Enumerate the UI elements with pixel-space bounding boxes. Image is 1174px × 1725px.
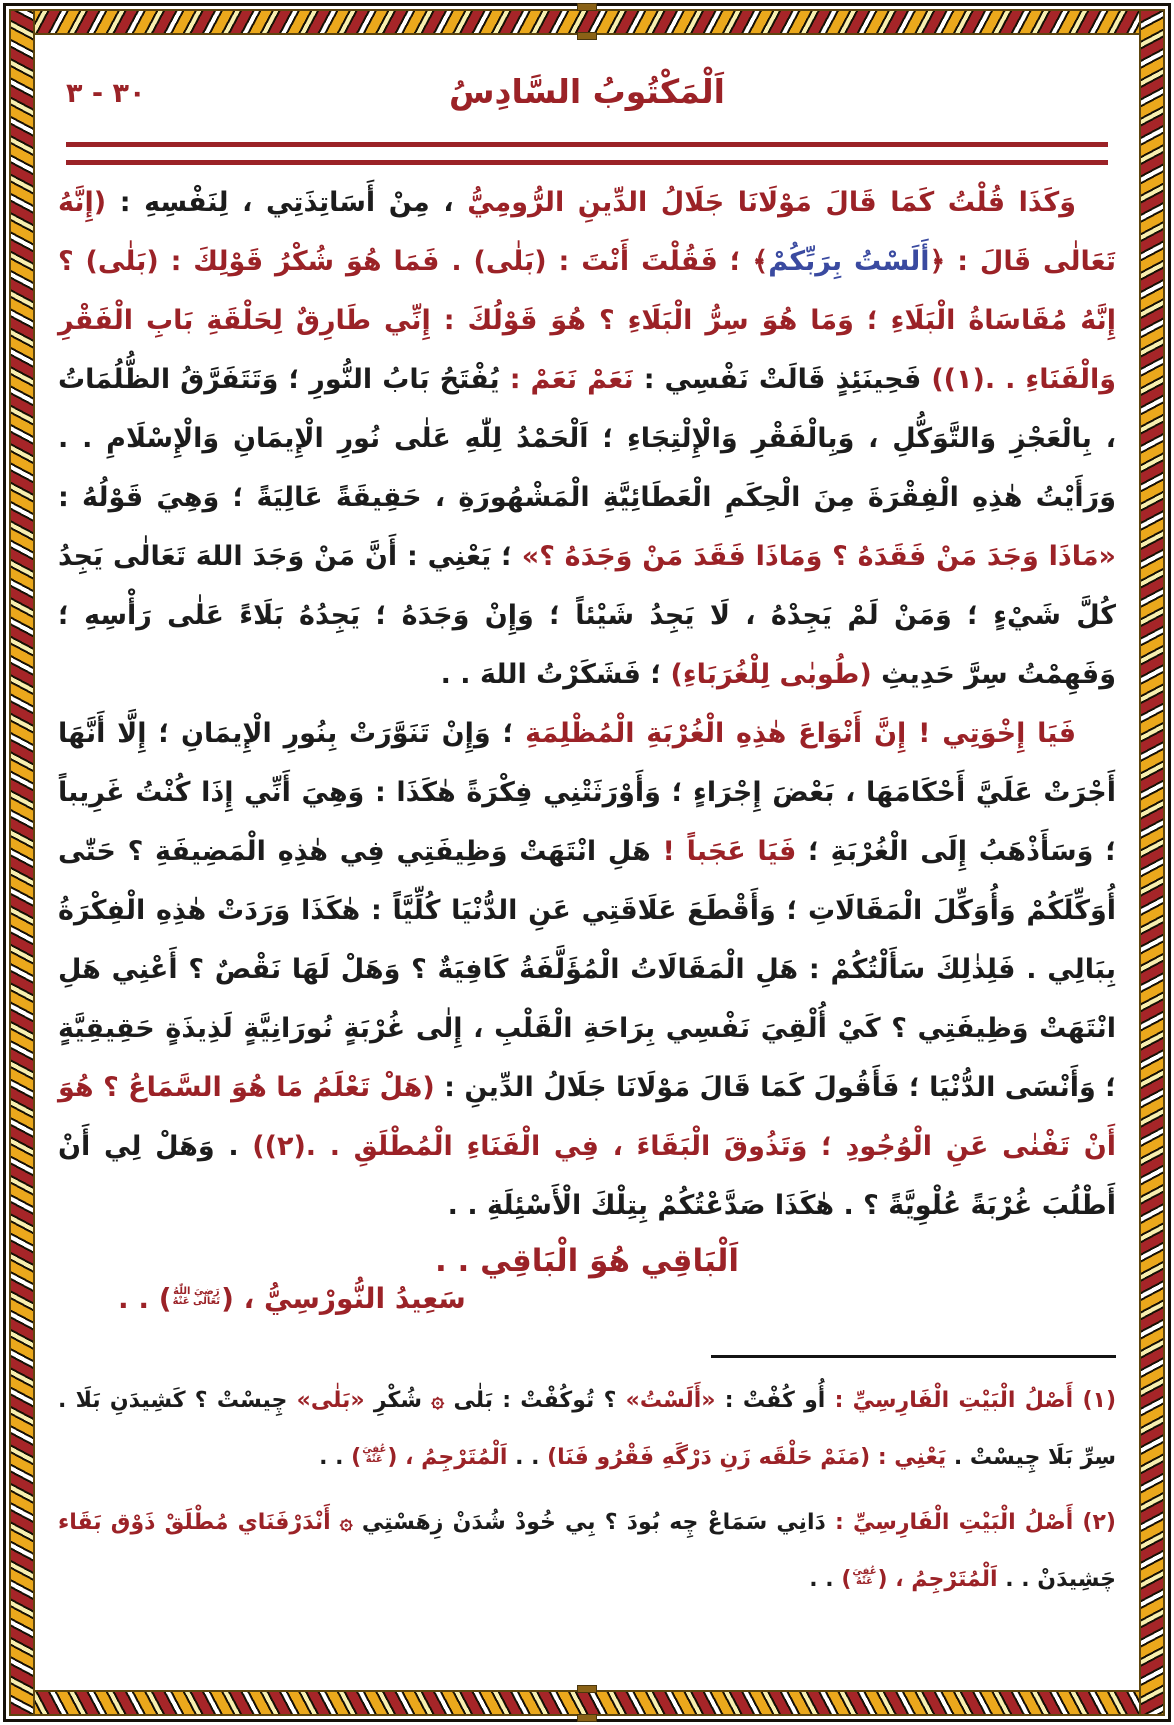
footnote-2 <box>58 1494 1116 1608</box>
text-segment: ﴾ ؛ فَقُلْتَ أَنْتَ : (بَلٰى) . فَمَا هُوَ شُكْرُ قَوْلِكَ : (بَلٰى) ؟ إِنَّهُ مُقَاسَاةُ الْبَلَاءِ ؛ وَمَا هُوَ سِرُّ الْبَلَاءِ ؟ هُوَ قَوْلُكَ : إِنِّي طَارِقٌ لِحَلْقَةِ بَابِ الْفَقْرِ وَالْفَنَاءِ . .(١)) <box>58 246 1116 395</box>
text-segment: أُو كُفْتْ : <box>715 1388 826 1413</box>
text-segment: دَانِي سَمَاعْ چِه بُودَ ؟ بِي خُودْ شُدَنْ زِهَسْتِي <box>352 1510 826 1535</box>
border-center-tab <box>577 3 597 11</box>
text-segment: يَعْنِي : (مَنَمْ حَلْقَه زَنِ دَرْگَهِ فَقْرُو فَنَا) <box>547 1445 947 1470</box>
body-paragraph-1 <box>58 173 1116 704</box>
footnote-1 <box>58 1372 1116 1486</box>
text-segment: چِيسْتْ ؟ كَشِيدَنِ بَلَا . سِرِّ بَلَا چِيسْتْ . <box>58 1388 1116 1470</box>
text-segment: يُفْتَحُ بَابُ النُّورِ ؛ وَتَتَفَرَّقُ الظُّلُمَاتُ ، بِالْعَجْزِ وَالتَّوَكُّلِ ، وَبِالْفَقْرِ وَالْإِلْتِجَاءِ ؛ اَلْحَمْدُ لِلّٰهِ عَلٰى نُورِ الْإِيمَانِ وَالْإِسْلَامِ . . وَرَأَيْتُ هٰذِهِ الْفِقْرَةَ مِنَ الْحِكَمِ الْعَطَائِيَّةِ الْمَشْهُورَةِ ، حَقِيقَةً عَالِيَةً ؛ وَهِيَ قَوْلُهُ : <box>58 364 1116 513</box>
text-segment: ؛ يَعْنِي : أَنَّ مَنْ وَجَدَ اللهَ تَعَالٰى يَجِدُ كُلَّ شَيْءٍ ؛ وَمَنْ لَمْ يَجِدْهُ ، لَا يَجِدُ شَيْئاً ؛ وَإِنْ وَجَدَهُ ؛ يَجِدُهُ بَلَاءً عَلٰى رَأْسِهِ ؛ وَفَهِمْتُ سِرَّ حَدِيثِ <box>58 541 1116 690</box>
text-segment: فَحِينَئِذٍ قَالَتْ نَفْسِي : <box>633 364 932 395</box>
seal-stamp: (عُفِيَ عَنْهُ) <box>351 1443 398 1470</box>
footnotes-block <box>58 1372 1116 1608</box>
text-segment: ، مِنْ أَسَاتِذَتِي ، لِنَفْسِهِ : <box>106 187 468 218</box>
text-segment: . . <box>118 1282 159 1315</box>
text-segment: ۞ <box>431 1388 445 1413</box>
page-content <box>58 42 1116 1683</box>
ornamental-border-left <box>9 9 35 1716</box>
border-center-tab <box>577 32 597 40</box>
text-segment: «بَلٰى» <box>296 1388 365 1413</box>
text-segment: نَعَمْ نَعَمْ : <box>499 364 634 395</box>
closing-phrase: اَلْبَاقِي هُوَ الْبَاقِي . . <box>434 1243 740 1279</box>
text-segment: . وَهَلْ لِي أَنْ أَطْلُبَ غُرْبَةً عُلْوِيَّةً ؟ . هٰكَذَا صَدَّعْتُكُمْ بِتِلْكَ الْأَسْئِلَةِ . . <box>58 1131 1116 1221</box>
ornamental-border-bottom <box>9 1690 1165 1716</box>
text-segment: فَيَا إِخْوَتِي ! إِنَّ أَنْوَاعَ هٰذِهِ الْغُرْبَةِ الْمُظْلِمَةِ <box>525 718 1076 749</box>
text-segment: (طُوبٰى لِلْغُرَبَاءِ) <box>670 659 872 690</box>
text-segment: . . <box>809 1567 842 1592</box>
text-segment: «أَلَسْتُ» <box>625 1388 716 1413</box>
border-center-tab <box>577 1714 597 1722</box>
seal-calligraphy: رَضِيَ اللّٰهُ تَعَالٰى عَنْهُ <box>172 1285 221 1307</box>
closing-block <box>58 1237 1116 1325</box>
text-segment: (إِنَّهُ تَعَالٰى قَالَ : ﴿ <box>58 187 1117 277</box>
page-number: ٣٠ - ٣ <box>66 78 146 109</box>
seal-stamp: (عُفِيَ عَنْهُ) <box>841 1565 888 1592</box>
text-segment: . . <box>507 1445 548 1470</box>
text-segment: چَشِيدَنْ . . <box>997 1567 1116 1592</box>
text-segment: ؛ وَإِنْ تَنَوَّرَتْ بِنُورِ الْإِيمَانِ ؛ إِلَّا أَنَّهَا أَجْرَتْ عَلَيَّ أَحْكَامَهَا ، بَعْضَ إِجْرَاءٍ ؛ وَأَوْرَثَتْنِي فِكْرَةً هٰكَذَا : وَهِيَ أَنِّي إِذَا كُنْتُ غَرِيباً ؛ وَسَأَذْهَبُ إِلَى الْغُرْبَةِ ؛ <box>58 718 1116 867</box>
text-segment: . . <box>319 1445 352 1470</box>
text-segment: ۞ أَنْدَرْفَنَاي مُطْلَقْ ذَوْق بَقَاء <box>58 1510 353 1535</box>
text-segment: اَلْمُتَرْجِمُ ، <box>887 1567 998 1592</box>
seal-calligraphy: عُفِيَ عَنْهُ <box>852 1565 877 1587</box>
text-segment: شُكْرِ <box>364 1388 432 1413</box>
text-segment: ؟ تُوكُفْتْ : بَلٰى <box>444 1388 626 1413</box>
ornamental-border-right <box>1139 9 1165 1716</box>
text-segment: (٢) أَصْلُ الْبَيْتِ الْفَارِسِيِّ : <box>825 1510 1116 1535</box>
body-text <box>58 173 1116 1235</box>
page-header <box>58 72 1116 128</box>
text-segment: ؛ فَشَكَرْتُ اللهَ . . <box>440 659 671 690</box>
page-title: اَلْمَكْتُوبُ السَّادِسُ <box>449 72 725 111</box>
header-divider <box>66 142 1108 165</box>
text-segment: اَلْمُتَرْجِمُ ، <box>397 1445 508 1470</box>
text-segment: هَلِ انْتَهَتْ وَظِيفَتِي فِي هٰذِهِ الْمَضِيفَةِ ؟ حَتّٰى أُوَكِّلَكُمْ وَأُوَكِّلَ الْمَقَالَاتِ ؛ وَأَقْطَعَ عَلَاقَتِي عَنِ الدُّنْيَا كُلِّيَّاً : هٰكَذَا وَرَدَتْ هٰذِهِ الْفِكْرَةُ بِبَالِي . فَلِذٰلِكَ سَأَلْتُكُمْ : هَلِ الْمَقَالَاتُ الْمُؤَلَّفَةُ كَافِيَةٌ ؟ وَهَلْ لَهَا نَقْصٌ ؟ أَعْنِي هَلِ انْتَهَتْ وَظِيفَتِي ؟ كَيْ أُلْقِيَ نَفْسِي بِرَاحَةِ الْقَلْبِ ، إِلٰى غُرْبَةٍ نُورَانِيَّةٍ لَذِيذَةٍ حَقِيقِيَّةٍ ؛ وَأَنْسَى الدُّنْيَا ؛ فَأَقُولَ كَمَا قَالَ مَوْلَانَا جَلَالُ الدِّينِ : <box>58 836 1116 1103</box>
text-segment: (هَلْ تَعْلَمُ مَا هُوَ السَّمَاعُ ؟ هُوَ أَنْ تَفْنٰى عَنِ الْوُجُودِ ؛ وَتَذُوقَ الْبَقَاءَ ، فِي الْفَنَاءِ الْمُطْلَقِ . .(٢)) <box>58 1072 1117 1162</box>
text-segment: «مَاذَا وَجَدَ مَنْ فَقَدَهُ ؟ وَمَاذَا فَقَدَ مَنْ وَجَدَهُ ؟» <box>521 541 1116 572</box>
text-segment: أَلَسْتُ بِرَبِّكُمْ <box>768 246 930 277</box>
border-center-tab <box>577 1685 597 1693</box>
text-segment: فَيَا عَجَباً ! <box>662 836 797 867</box>
text-segment: (١) أَصْلُ الْبَيْتِ الْفَارِسِيِّ : <box>825 1388 1116 1413</box>
text-segment: وَكَذَا قُلْتُ كَمَا قَالَ مَوْلَانَا جَلَالُ الدِّينِ الرُّومِيُّ <box>467 187 1076 218</box>
text-segment: سَعِيدُ النُّورْسِيُّ ، <box>233 1282 466 1315</box>
seal-calligraphy: عُفِيَ عَنْهُ <box>362 1443 387 1465</box>
seal-stamp: (رَضِيَ اللّٰهُ تَعَالٰى عَنْهُ) <box>158 1282 234 1315</box>
body-paragraph-2 <box>58 704 1116 1235</box>
footnote-divider <box>711 1355 1116 1358</box>
